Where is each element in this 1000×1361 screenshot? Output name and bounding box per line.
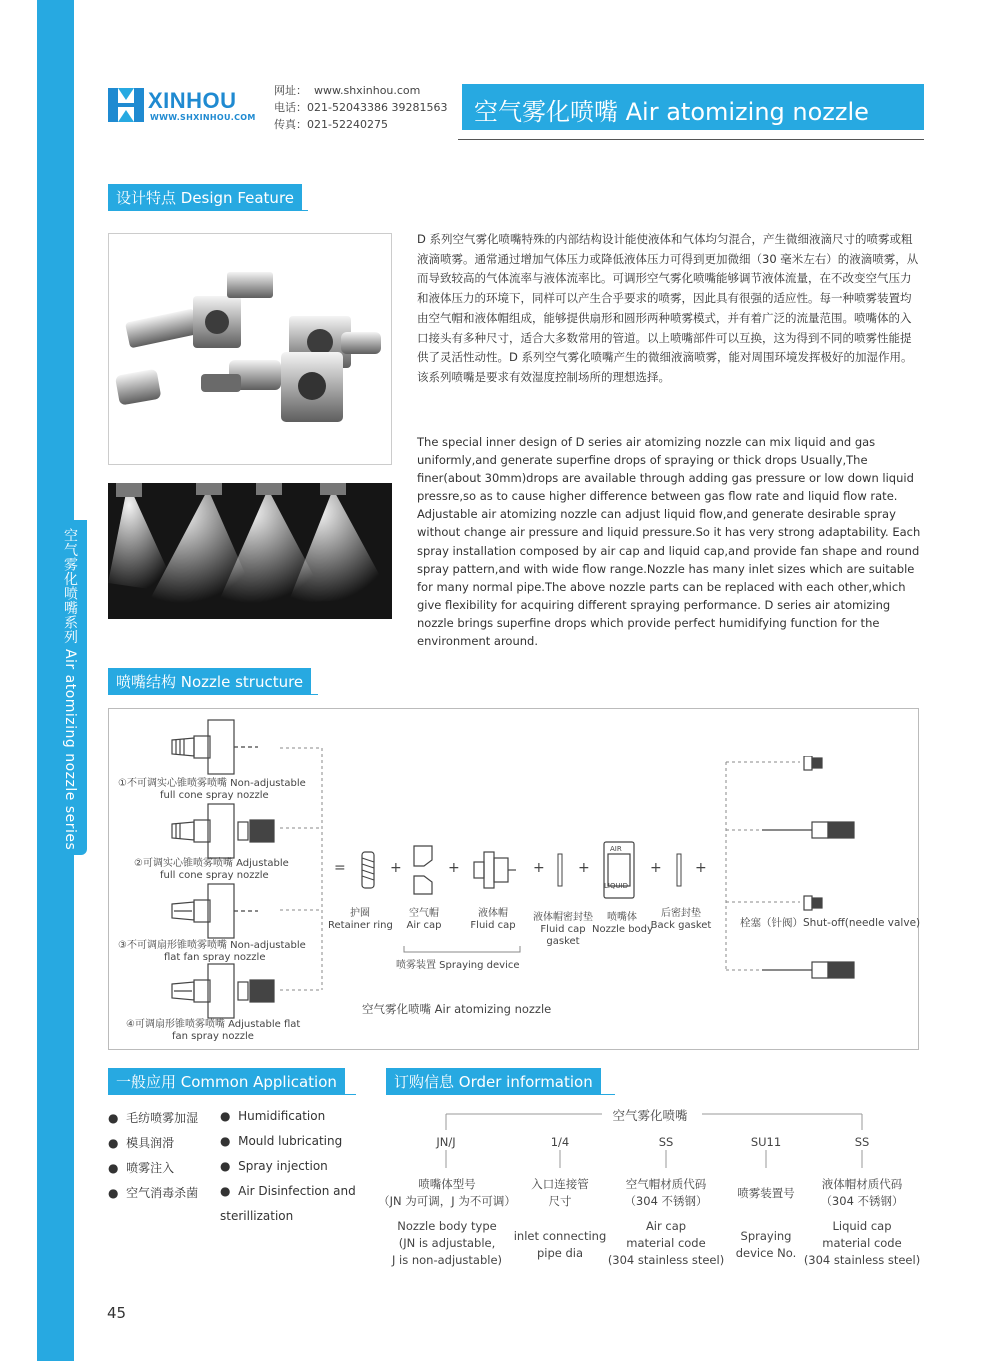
application-item: ● 空气消毒杀菌 — [108, 1186, 199, 1200]
application-item: ● Spray injection — [220, 1159, 328, 1173]
nozzle-type-3-label: ③不可调扇形锥喷雾喷嘴 Non-adjustable flat fan spray nozzle — [118, 940, 306, 963]
plus-sign: + — [448, 860, 460, 876]
nozzle-type-3-drawing — [160, 880, 280, 942]
air-cap-drawing — [412, 842, 434, 898]
heading-underline — [108, 1094, 356, 1095]
order-code: JN/J — [436, 1135, 456, 1149]
application-item: ● Air Disinfection and — [220, 1184, 356, 1198]
spraying-device-bracket — [402, 944, 522, 956]
part-back-gasket: 后密封垫 Back gasket — [650, 908, 712, 931]
structure-bracket-left — [280, 740, 360, 1010]
nozzle-type-4-drawing — [160, 960, 280, 1022]
application-heading: 一般应用 Common Application — [108, 1068, 345, 1094]
order-column-en: Spraying device No. — [735, 1229, 797, 1260]
design-feature-en-text: The special inner design of D series air atomizing nozzle can mix liquid and gas uniformly,and generate superfine drops of spraying or thick drops Usually,The finer(about 30mm)drops are available through adding gas pressure or low down liquid pressre,so as to cause higher difference between gas flow rate and liquid flow rate. Adjustable air atomizing nozzle can adjust liquid flow,and generate desirable spray without change air pressure and liquid pressure.So it has very strong adaptability. Each spray installation composed by air cap and liquid cap,and provide fan shape and round spray pattern,and with wide flow range.Nozzle has many inlet sizes which are suitable for many normal pipe.The above nozzle parts can be replaced with each other,which give flexibility for acquiring different spraying performance. D series air atomizing nozzle brings superfine drops which provide perfect humidifying function for the environment around. — [417, 435, 921, 649]
part-nozzle-body: 喷嘴体 Nozzle body — [592, 912, 653, 935]
application-item: ● 喷雾注入 — [108, 1161, 175, 1175]
order-code: SS — [658, 1135, 674, 1149]
contact-website: 网址： www.shxinhou.com — [274, 84, 421, 97]
order-heading: 订购信息 Order information — [386, 1068, 601, 1094]
order-root: 空气雾化喷嘴 — [612, 1108, 688, 1123]
plus-sign: + — [695, 860, 707, 876]
sidebar-vertical-title: 空气雾化喷嘴系列 Air atomizing nozzle series — [62, 528, 78, 851]
fluid-cap-gasket-drawing — [555, 852, 565, 888]
equals-sign: = — [334, 860, 346, 876]
order-column-en: Nozzle body type (JN is adjustable, J is non-adjustable) — [391, 1219, 503, 1267]
part-fluid-cap: 液体帽 Fluid cap — [470, 908, 516, 931]
plus-sign: + — [533, 860, 545, 876]
retainer-ring-drawing — [360, 850, 376, 890]
brand-url: WWW.SHXINHOU.COM — [150, 113, 256, 122]
order-code: SU11 — [750, 1135, 782, 1149]
order-column-en: Air cap material code (304 stainless steel) — [607, 1219, 725, 1267]
contact-fax: 传真：021-52240275 — [274, 118, 388, 131]
order-code: 1/4 — [550, 1135, 570, 1149]
heading-underline — [386, 1094, 615, 1095]
nozzle-type-2-drawing — [160, 800, 280, 862]
order-column-cn: 液体帽材质代码 （304 不锈钢） — [820, 1177, 904, 1208]
plus-sign: + — [390, 860, 402, 876]
structure-caption: 空气雾化喷嘴 Air atomizing nozzle — [362, 1002, 552, 1016]
brand-name: XINHOU — [148, 88, 237, 113]
part-air-cap: 空气帽 Air cap — [406, 908, 442, 931]
order-column-cn: 喷雾装置号 — [737, 1186, 795, 1200]
application-item: ● 模具润滑 — [108, 1136, 175, 1150]
order-code: SS — [854, 1135, 870, 1149]
part-fluid-cap-gasket: 液体帽密封垫 Fluid cap gasket — [533, 912, 593, 947]
air-port-label: AIR — [610, 845, 622, 853]
spraying-device-label: 喷雾装置 Spraying device — [396, 960, 520, 971]
logo-icon — [108, 88, 144, 122]
header-divider — [458, 139, 924, 140]
back-gasket-drawing — [674, 852, 684, 888]
order-column-en: Liquid cap material code (304 stainless steel) — [803, 1219, 921, 1267]
shutoff-parts-drawing — [722, 756, 872, 982]
page-number: 45 — [107, 1304, 127, 1322]
design-feature-cn-text: D 系列空气雾化喷嘴特殊的内部结构设计能使液体和气体均匀混合，产生微细液滴尺寸的喷雾或粗液滴喷雾。通常通过增加气体压力或降低液体压力可得到更加微细（30 毫米左右）的液滴喷雾，从而导致较高的气体流率与液体流率比。可调形空气雾化喷嘴能够调节液体流量，在不改变空气压力和液体压力的环境下，同样可以产生合乎要求的喷雾，因此具有很强的适应性。每一种喷雾装置均由空气帽和液体帽组成，能够提供扇形和圆形两种喷雾模式，并有着广泛的流量范围。喷嘴体的入口接头有多种尺寸，适合大多数常用的管道。以上喷嘴部件可以互换，这为得到不同的喷雾性能提供了灵活性动性。D 系列空气雾化喷嘴产生的微细液滴喷雾，能对周围环境发挥极好的加湿作用。该系列喷嘴是要求有效湿度控制场所的理想选择。 — [417, 232, 919, 384]
order-column-cn: 空气帽材质代码 （304 不锈钢） — [624, 1177, 708, 1208]
heading-underline — [108, 210, 308, 211]
order-column-en: inlet connecting pipe dia — [513, 1229, 607, 1260]
plus-sign: + — [578, 860, 590, 876]
page-title: 空气雾化喷嘴 Air atomizing nozzle — [462, 84, 924, 130]
design-feature-heading: 设计特点 Design Feature — [108, 184, 302, 210]
nozzle-product-photo — [108, 233, 392, 465]
liquid-port-label: LIQUID — [604, 882, 629, 890]
order-column-cn: 喷嘴体型号 （JN 为可调，J 为不可调） — [378, 1177, 516, 1208]
order-column-cn: 入口连接管 尺寸 — [531, 1177, 589, 1208]
shutoff-label: 栓塞（针阀）Shut-off(needle valve) — [740, 917, 921, 929]
contact-phone: 电话：021-52043386 39281563 — [274, 101, 448, 114]
nozzle-type-4-label: ④可调扇形锥喷雾喷嘴 Adjustable flat fan spray nozzle — [126, 1019, 301, 1042]
spray-photo — [108, 483, 392, 619]
structure-heading: 喷嘴结构 Nozzle structure — [108, 668, 311, 694]
fluid-cap-drawing — [470, 850, 516, 890]
nozzle-type-2-label: ②可调实心锥喷雾喷嘴 Adjustable full cone spray nozzle — [134, 858, 289, 881]
nozzle-type-1-drawing — [160, 716, 280, 778]
application-item: ● 毛纺喷雾加湿 — [108, 1111, 199, 1125]
application-item-continued: sterillization — [220, 1209, 294, 1223]
application-item: ● Humidification — [220, 1109, 326, 1123]
application-item: ● Mould lubricating — [220, 1134, 343, 1148]
heading-underline — [108, 694, 318, 695]
nozzle-type-1-label: ①不可调实心锥喷雾喷嘴 Non-adjustable full cone spray nozzle — [118, 778, 306, 801]
part-retainer-ring: 护圈 Retainer ring — [328, 908, 393, 931]
plus-sign: + — [650, 860, 662, 876]
